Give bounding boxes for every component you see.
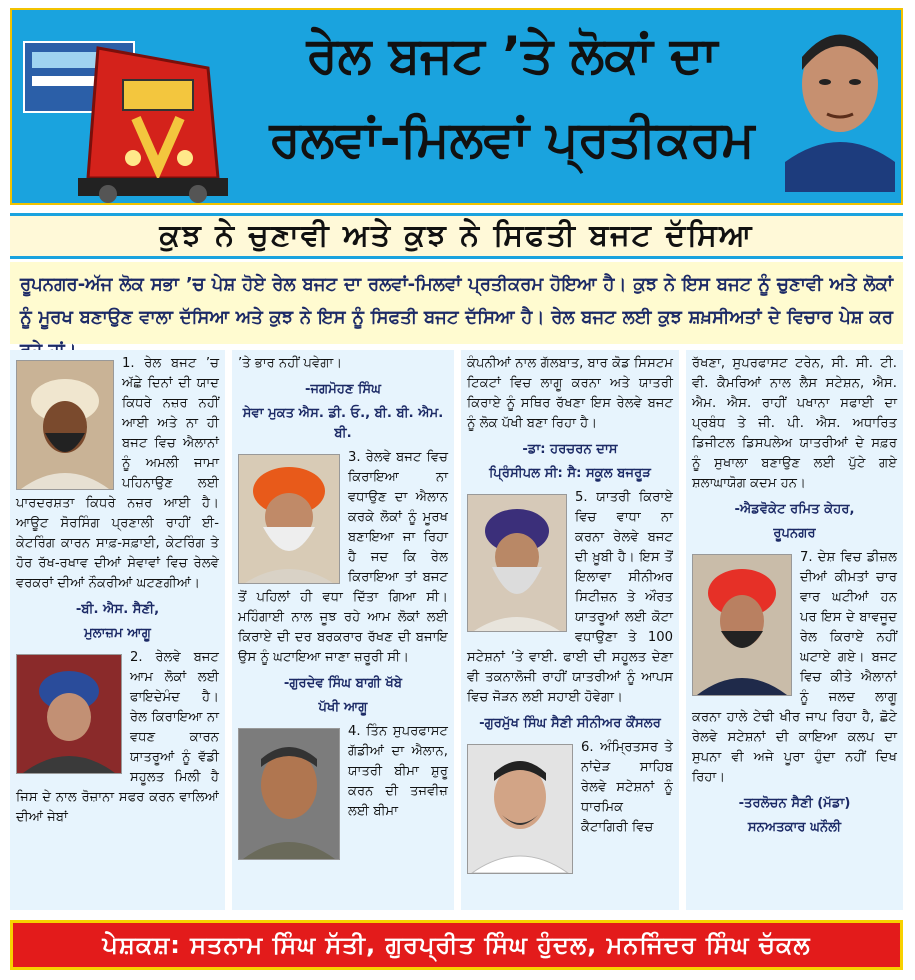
opinion-7-text: 7. ਦੇਸ਼ ਵਿਚ ਡੀਜ਼ਲ ਦੀਆਂ ਕੀਮਤਾਂ ਚਾਰ ਵਾਰ ਘਟੀਆਂ ਹਨ ਪਰ ਇਸ ਦੇ ਬਾਵਜੂਦ ਰੇਲ ਕਿਰਾਏ ਨਹੀਂ ਘਟਾਏ ਗਏ। ਬਜਟ ਵਿਚ ਕੀਤੇ ਐਲਾਨਾਂ ਨੂੰ ਜਲਦ ਲਾਗੂ ਕਰਨਾ ਹਾਲੇ ਟੇਢੀ ਖੀਰ ਜਾਪ ਰਿਹਾ ਹੈ, ਛੋਟੇ ਰੇਲਵੇ ਸਟੇਸ਼ਨਾਂ ਦੀ ਕਾਇਆ ਕਲਪ ਦਾ ਸੁਪਨਾ ਵੀ ਅਜੇ ਪੂਰਾ ਹੁੰਦਾ ਨਹੀਂ ਦਿਖ ਰਿਹਾ। bbox=[692, 550, 897, 785]
opinion-4b-text: ਕੰਪਨੀਆਂ ਨਾਲ ਗੱਲਬਾਤ, ਬਾਰ ਕੋਡ ਸਿਸਟਮ ਟਿਕਟਾਂ ਵਿਚ ਲਾਗੂ ਕਰਨਾ ਅਤੇ ਯਾਤਰੀ ਕਿਰਾਏ ਨੂੰ ਸਥਿਰ ਰੱਖਣਾ ਇਸ ਰੇਲਵੇ ਬਜਟ ਨੂੰ ਲੋਕ ਪੱਖੀ ਬਣਾ ਰਿਹਾ ਹੈ। bbox=[467, 356, 673, 431]
signature-6-name: -ਐਡਵੋਕੇਟ ਰਮਿਤ ਕੇਹਰ, bbox=[734, 502, 855, 517]
signature-6-title: ਰੂਪਨਗਰ bbox=[773, 526, 816, 541]
person-photo-1 bbox=[16, 360, 114, 490]
column-3 bbox=[461, 350, 679, 910]
signature-3-title: ਪੱਖੀ ਆਗੂ bbox=[318, 700, 368, 715]
minister-portrait bbox=[785, 22, 895, 192]
person-photo-6 bbox=[467, 744, 573, 874]
header-banner bbox=[10, 8, 903, 205]
signature-4-title: ਪ੍ਰਿੰਸੀਪਲ ਸੀ: ਸੈ: ਸਕੂਲ ਬਜਰੂੜ bbox=[489, 466, 651, 481]
signature-1-name: -ਬੀ. ਐਸ. ਸੈਣੀ, bbox=[75, 602, 160, 617]
opinion-6-text: 6. ਅੰਮ੍ਰਿਤਸਰ ਤੇ ਨਾਂਦੇੜ ਸਾਹਿਬ ਰੇਲਵੇ ਸਟੇਸ਼ਨਾਂ ਨੂੰ ਧਾਰਮਿਕ ਕੈਟਾਗਿਰੀ ਵਿਚ bbox=[581, 740, 673, 835]
column-2 bbox=[232, 350, 454, 910]
opinion-2-text: 2. ਰੇਲਵੇ ਬਜਟ ਆਮ ਲੋਕਾਂ ਲਈ ਫਾਇਦੇਮੰਦ ਹੈ। ਰੇਲ ਕਿਰਾਇਆ ਨਾ ਵਧਣ ਕਾਰਨ ਯਾਤਰੂਆਂ ਨੂੰ ਵੱਡੀ ਸਹੂਲਤ ਮਿਲੀ ਹੈ ਜਿਸ ਦੇ ਨਾਲ ਰੋਜ਼ਾਨਾ ਸਫਰ ਕਰਨ ਵਾਲਿਆਂ ਦੀਆਂ ਜੇਬਾਂ bbox=[16, 650, 219, 825]
opinion-1-text: 1. ਰੇਲ ਬਜਟ ’ਚ ਅੱਛੇ ਦਿਨਾਂ ਦੀ ਯਾਦ ਕਿਧਰੇ ਨਜ਼ਰ ਨਹੀਂ ਆਈ ਅਤੇ ਨਾ ਹੀ ਬਜਟ ਵਿਚ ਐਲਾਨਾਂ ਨੂੰ ਅਮਲੀ ਜਾਮਾ ਪਹਿਨਾਉਣ ਲਈ ਪਾਰਦਰਸ਼ਤਾ ਕਿਧਰੇ ਨਜ਼ਰ ਆਈ ਹੈ। ਆਊਟ ਸੋਰਸਿੰਗ ਪ੍ਰਣਾਲੀ ਰਾਹੀਂ ਈ-ਕੇਟਰਿੰਗ ਕਾਰਨ ਸਾਫ਼-ਸਫ਼ਾਈ, ਕੇਟਰਿੰਗ ਤੇ ਹੋਰ ਰੱਖ-ਰਖਾਵ ਦੀਆਂ ਸੇਵਾਵਾਂ ਵਿਚ ਰੇਲਵੇ ਵਰਕਰਾਂ ਦੀਆਂ ਨੌਕਰੀਆਂ ਘਟਣਗੀਆਂ। bbox=[16, 356, 219, 591]
person-photo-7 bbox=[692, 554, 792, 696]
column-4 bbox=[686, 350, 903, 910]
signature-1-title: ਮੁਲਾਜ਼ਮ ਆਗੂ bbox=[84, 626, 151, 641]
signature-4-name: -ਡਾ: ਹਰਚਰਨ ਦਾਸ bbox=[522, 442, 618, 457]
signature-7-name: -ਤਰਲੋਚਨ ਸੈਣੀ (ਮੱਡਾ) bbox=[738, 796, 851, 811]
person-photo-5 bbox=[467, 494, 567, 632]
opinion-5-text: 5. ਯਾਤਰੀ ਕਿਰਾਏ ਵਿਚ ਵਾਧਾ ਨਾ ਕਰਨਾ ਰੇਲਵੇ ਬਜਟ ਦੀ ਖ਼ੂਬੀ ਹੈ। ਇਸ ਤੋਂ ਇਲਾਵਾ ਸੀਨੀਅਰ ਸਿਟੀਜ਼ਨ ਤੇ ਔਰਤ ਯਾਤਰੂਆਂ ਲਈ ਕੋਟਾ ਵਧਾਉਣਾ ਤੇ 100 ਸਟੇਸ਼ਨਾਂ ’ਤੇ ਵਾਈ. ਫਾਈ ਦੀ ਸਹੂਲਤ ਦੇਣਾ ਵੀ ਤਕਨਾਲੋਜੀ ਰਾਹੀਂ ਯਾਤਰੀਆਂ ਨੂੰ ਆਪਸ ਵਿਚ ਜੋੜਨ ਲਈ ਸਹਾਈ ਹੋਵੇਗਾ। bbox=[467, 490, 673, 705]
opinion-3-text: 3. ਰੇਲਵੇ ਬਜਟ ਵਿਚ ਕਿਰਾਇਆ ਨਾ ਵਧਾਉਣ ਦਾ ਐਲਾਨ ਕਰਕੇ ਲੋਕਾਂ ਨੂੰ ਮੂਰਖ ਬਣਾਇਆ ਜਾ ਰਿਹਾ ਹੈ ਜਦ ਕਿ ਰੇਲ ਕਿਰਾਇਆ ਤਾਂ ਬਜਟ ਤੋਂ ਪਹਿਲਾਂ ਹੀ ਵਧਾ ਦਿੱਤਾ ਗਿਆ ਸੀ। ਮਹਿੰਗਾਈ ਨਾਲ ਜੂਝ ਰਹੇ ਆਮ ਲੋਕਾਂ ਲਈ ਕਿਰਾਏ ਦੀ ਦਰ ਬਰਕਰਾਰ ਰੱਖਣ ਦੀ ਬਜਾਇ ਉਸ ਨੂੰ ਘਟਾਇਆ ਜਾਣਾ ਜ਼ਰੂਰੀ ਸੀ। bbox=[238, 450, 448, 665]
opinion-4-text: 4. ਤਿੰਨ ਸੁਪਰਫਾਸਟ ਗੱਡੀਆਂ ਦਾ ਐਲਾਨ, ਯਾਤਰੀ ਬੀਮਾ ਸ਼ੁਰੂ ਕਰਨ ਦੀ ਤਜਵੀਜ਼ ਲਈ ਬੀਮਾ bbox=[348, 724, 448, 819]
signature-3-name: -ਗੁਰਦੇਵ ਸਿੰਘ ਬਾਗੀ ਖੱਬੇ bbox=[283, 676, 403, 691]
column-1 bbox=[10, 350, 225, 910]
opinion-6b-text: ਰੱਖਣਾ, ਸੁਪਰਫਾਸਟ ਟਰੇਨ, ਸੀ. ਸੀ. ਟੀ. ਵੀ. ਕੈਮਰਿਆਂ ਨਾਲ ਲੈਸ ਸਟੇਸ਼ਨ, ਐਸ. ਐਮ. ਐਸ. ਰਾਹੀਂ ਪਖਾਨਾ ਸਫਾਈ ਦਾ ਪ੍ਰਬੰਧ ਤੇ ਜੀ. ਪੀ. ਐਸ. ਅਧਾਰਿਤ ਡਿਜੀਟਲ ਡਿਸਪਲੇਅ ਯਾਤਰੀਆਂ ਦੇ ਸਫ਼ਰ ਨੂੰ ਸੁਖਾਲਾ ਬਣਾਉਣ ਲਈ ਪੁੱਟੇ ਗਏ ਸ਼ਲਾਘਾਯੋਗ ਕਦਮ ਹਨ। bbox=[692, 356, 897, 491]
person-photo-3 bbox=[238, 454, 340, 584]
person-photo-4 bbox=[238, 728, 340, 860]
intro-paragraph: ਰੂਪਨਗਰ-ਅੱਜ ਲੋਕ ਸਭਾ ’ਚ ਪੇਸ਼ ਹੋਏ ਰੇਲ ਬਜਟ ਦਾ ਰਲਵਾਂ-ਮਿਲਵਾਂ ਪ੍ਰਤੀਕਰਮ ਹੋਇਆ ਹੈ। ਕੁਝ ਨੇ ਇਸ ਬਜਟ ਨੂੰ ਚੁਣਾਵੀ ਅਤੇ ਲੋਕਾਂ ਨੂੰ ਮੂਰਖ ਬਣਾਉਣ ਵਾਲਾ ਦੱਸਿਆ ਅਤੇ ਕੁਝ ਨੇ ਇਸ ਨੂੰ ਸਿਫਤੀ ਬਜਟ ਦੱਸਿਆ ਹੈ। ਰੇਲ ਬਜਟ ਲਈ ਕੁਝ ਸ਼ਖ਼ਸੀਅਤਾਂ ਦੇ ਵਿਚਾਰ ਪੇਸ਼ ਕਰ bbox=[10, 262, 903, 344]
credits-footer: ਪੇਸ਼ਕਸ਼: ਸਤਨਾਮ ਸਿੰਘ ਸੱਤੀ, ਗੁਰਪ੍ਰੀਤ ਸਿੰਘ ਹੁੰਦਲ, ਮਨਜਿੰਦਰ ਸਿੰਘ ਚੱਕਲ bbox=[10, 920, 903, 970]
person-photo-2 bbox=[16, 654, 122, 774]
signature-5: -ਗੁਰਮੁੱਖ ਸਿੰਘ ਸੈਣੀ ਸੀਨੀਅਰ ਕੌਂਸਲਰ bbox=[479, 716, 661, 731]
signature-2-name: -ਜਗਮੋਹਣ ਸਿੰਘ bbox=[304, 382, 382, 397]
opinion-1b-text: ’ਤੇ ਭਾਰ ਨਹੀਂ ਪਵੇਗਾ। bbox=[238, 356, 343, 371]
signature-2-title: ਸੇਵਾ ਮੁਕਤ ਐਸ. ਡੀ. ਓ., ਬੀ. ਬੀ. ਐਮ. ਬੀ. bbox=[242, 406, 444, 441]
banner-title-line1: ਰੇਲ ਬਜਟ ’ਤੇ ਲੋਕਾਂ ਦਾ bbox=[306, 26, 718, 84]
subheadline: ਕੁਝ ਨੇ ਚੁਣਾਵੀ ਅਤੇ ਕੁਝ ਨੇ ਸਿਫਤੀ ਬਜਟ ਦੱਸਿਆ bbox=[10, 213, 903, 259]
train-engine-icon bbox=[18, 18, 248, 203]
signature-7-title: ਸਨਅਤਕਾਰ ਘਨੌਲੀ bbox=[747, 820, 842, 835]
banner-title-line2: ਰਲਵਾਂ-ਮਿਲਵਾਂ ਪ੍ਰਤੀਕਰਮ bbox=[269, 110, 755, 168]
